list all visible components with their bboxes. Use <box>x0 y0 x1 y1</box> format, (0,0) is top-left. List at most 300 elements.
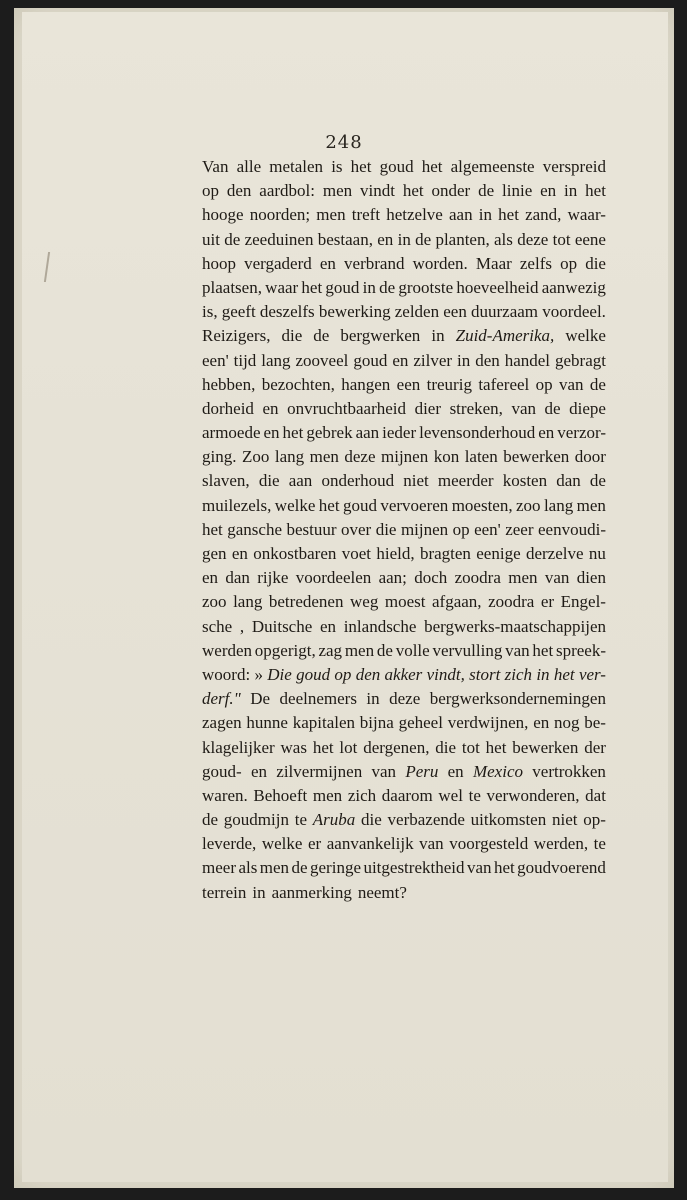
word: de <box>376 640 393 660</box>
word: dat <box>585 785 606 805</box>
word: lang <box>261 350 291 370</box>
word: armoede <box>202 423 261 443</box>
text-line <box>202 615 606 639</box>
word: in <box>431 326 445 346</box>
word: goud <box>353 350 388 370</box>
word: ieder <box>382 423 417 443</box>
word: gansche <box>227 519 283 539</box>
word: grootste <box>398 277 454 297</box>
word: verbrand <box>344 253 405 273</box>
word: muilezels, <box>202 495 272 515</box>
word: de <box>589 374 606 394</box>
word: en <box>202 568 219 588</box>
word: Zuid-Amerika, <box>455 326 555 346</box>
word: goud <box>379 157 414 176</box>
word: vertrokken <box>532 761 606 781</box>
word: de <box>202 810 219 830</box>
word: en <box>533 713 550 733</box>
word: een' <box>202 350 229 370</box>
word: te <box>294 810 307 830</box>
word: waar- <box>567 205 606 225</box>
word: Van <box>202 157 229 176</box>
word: metalen <box>269 157 324 176</box>
word: zagen <box>202 713 242 733</box>
word: en <box>392 350 409 370</box>
word: het <box>312 737 334 757</box>
word: derzelve <box>525 544 584 563</box>
word: bergwerken <box>340 326 421 346</box>
word: De <box>250 689 271 709</box>
margin-mark <box>44 252 56 282</box>
word: zeer <box>505 519 534 539</box>
word: geeft <box>221 302 256 322</box>
word: voet <box>341 544 371 563</box>
word: in <box>397 229 411 249</box>
word: noorden; <box>249 205 311 225</box>
word: en <box>447 761 464 781</box>
word: Duitsche <box>251 616 313 636</box>
word: de <box>415 229 432 249</box>
word: vervulling <box>432 640 503 660</box>
word: vervoeren <box>380 495 449 515</box>
word: verwonderen, <box>486 785 580 805</box>
word: men <box>322 181 353 201</box>
word: bergwerks-maatschappijen <box>424 616 606 636</box>
word: der <box>584 737 606 757</box>
word: onder <box>431 181 471 201</box>
word: welke <box>261 834 303 854</box>
word: men <box>309 447 339 467</box>
word: men <box>316 205 346 225</box>
word: goud <box>296 664 331 684</box>
word: geheel <box>398 713 443 733</box>
word: het <box>202 519 223 539</box>
word: zich <box>347 785 377 805</box>
word: Aruba <box>312 810 356 830</box>
word: hetzelve <box>386 205 443 225</box>
word: goud- <box>202 761 242 781</box>
text-line <box>202 687 606 711</box>
word: zoodra <box>488 592 535 612</box>
word: op <box>452 519 470 539</box>
word: welke <box>274 495 316 515</box>
word: niet <box>403 471 429 491</box>
word: dorheid <box>202 398 254 418</box>
word: en <box>262 398 279 418</box>
word: en <box>319 616 337 636</box>
word: betredenen <box>268 592 344 612</box>
word: wel <box>438 785 463 805</box>
text-line <box>202 518 606 542</box>
word: worden. <box>412 253 468 273</box>
word: is <box>331 157 343 176</box>
word: vindt, <box>426 664 465 684</box>
word: te <box>468 785 481 805</box>
word: op <box>535 374 553 394</box>
word: het <box>301 277 323 297</box>
word: van <box>466 858 492 878</box>
word: kosten <box>502 471 548 491</box>
word: treft <box>351 205 381 225</box>
word: hoeveelheid <box>456 277 539 297</box>
word: aan <box>449 205 473 225</box>
word: vergaderd <box>244 253 312 273</box>
word: waren. <box>202 785 248 805</box>
word: bestaan, <box>317 229 373 249</box>
word: die <box>281 326 303 346</box>
word: eene <box>574 229 606 249</box>
word: tafereel <box>478 374 530 394</box>
word: werden, <box>533 834 589 854</box>
word: in <box>457 350 471 370</box>
word: deze <box>389 689 421 709</box>
word: zeeduinen <box>244 229 314 249</box>
word: weg <box>350 592 379 612</box>
word: en <box>263 423 280 443</box>
text-line <box>202 397 606 421</box>
word: die <box>435 737 457 757</box>
word: slaven, <box>202 471 250 491</box>
word: spreek- <box>555 640 606 660</box>
text-line <box>202 252 606 276</box>
word: aan <box>355 423 380 443</box>
word: van <box>505 640 530 660</box>
page-number: 248 <box>325 132 363 153</box>
word: deze <box>344 447 376 467</box>
text-line <box>202 203 606 227</box>
text-line <box>202 856 606 880</box>
word: men <box>576 495 606 515</box>
word: Die <box>267 664 292 684</box>
word: moest <box>384 592 426 612</box>
word: moesten, <box>451 495 513 515</box>
word: aanmerking <box>271 882 352 902</box>
word: aanwezig <box>541 277 606 297</box>
text-line <box>202 736 606 760</box>
word: hoop <box>202 253 236 273</box>
word: dan <box>225 568 250 588</box>
word: die <box>258 471 280 491</box>
word: de <box>379 277 396 297</box>
word: treurig <box>426 374 472 394</box>
word: mijnen <box>381 447 429 467</box>
word: goudmijn <box>223 810 289 830</box>
word: rijke <box>257 568 289 588</box>
word: Engel- <box>560 592 606 612</box>
word: uit <box>202 229 220 249</box>
text-line <box>202 469 606 493</box>
word: hield, <box>376 544 415 563</box>
word: uitgestrektheid <box>363 858 465 878</box>
word: door <box>574 447 606 467</box>
word: het <box>498 205 519 225</box>
word: vindt <box>360 181 395 201</box>
word: algemeenste <box>450 157 535 176</box>
text-line <box>202 566 606 590</box>
word: verdwijnen, <box>447 713 529 733</box>
word: zich <box>504 664 533 684</box>
word: het <box>282 423 304 443</box>
word: eenige <box>476 544 521 563</box>
word: dan <box>556 471 581 491</box>
word: hebben, <box>202 374 256 394</box>
text-line <box>202 663 606 687</box>
word: ver- <box>578 664 606 684</box>
word: lang <box>233 592 263 612</box>
word: bewerken <box>512 737 579 757</box>
word: een <box>396 374 421 394</box>
word: afgaan, <box>432 592 482 612</box>
word: verbazende <box>387 810 465 830</box>
word: er <box>540 592 555 612</box>
word: welke <box>565 326 606 346</box>
word: » <box>254 664 263 684</box>
word: be- <box>584 713 606 733</box>
word: aan; <box>378 568 407 588</box>
word: Behoeft <box>253 785 308 805</box>
text-line <box>202 300 606 324</box>
word: van <box>371 761 397 781</box>
word: akker <box>384 664 423 684</box>
word: inlandsche <box>343 616 417 636</box>
word: over <box>341 519 372 539</box>
word: lang <box>543 495 574 515</box>
word: in <box>536 664 550 684</box>
word: goudvoerend <box>517 858 606 878</box>
word: woord: <box>202 664 251 684</box>
word: en <box>377 229 394 249</box>
word: aanvankelijk <box>326 834 414 854</box>
word: Peru <box>405 761 439 781</box>
text-line <box>202 276 606 300</box>
word: en <box>250 761 267 781</box>
word: uitkomsten <box>470 810 547 830</box>
word: de <box>544 398 561 418</box>
word: er <box>307 834 322 854</box>
word: bijna <box>359 713 394 733</box>
word: lot <box>339 737 358 757</box>
word: op <box>202 181 219 201</box>
text-line <box>202 590 606 614</box>
word: in <box>478 205 492 225</box>
text-line <box>202 228 606 252</box>
text-line <box>202 373 606 397</box>
word: van <box>558 374 584 394</box>
text-line <box>202 711 606 735</box>
word: bragten <box>419 544 471 563</box>
word: Reizigers, <box>202 326 271 346</box>
word: goud <box>325 277 360 297</box>
word: hangen <box>341 374 391 394</box>
word: dergenen, <box>363 737 430 757</box>
word: gebragt <box>555 350 606 370</box>
word: nog <box>554 713 580 733</box>
word: van <box>511 398 536 418</box>
word: in <box>252 882 266 902</box>
word: een' <box>474 519 501 539</box>
word: geringe <box>310 858 361 878</box>
word: onvruchtbaarheid <box>287 398 407 418</box>
text-line <box>202 784 606 808</box>
word: en <box>319 253 336 273</box>
word: in <box>564 181 578 201</box>
word: het <box>493 858 515 878</box>
text-line <box>202 808 606 832</box>
text-line <box>202 155 606 179</box>
word: , <box>239 616 245 636</box>
word: te <box>593 834 606 854</box>
word: duurzaam <box>471 302 539 322</box>
word: als <box>494 229 513 249</box>
word: op <box>334 664 352 684</box>
word: men <box>508 568 538 588</box>
word: Zoo <box>241 447 270 467</box>
text-line <box>202 324 606 348</box>
word: deelnemers <box>279 689 357 709</box>
text-line <box>202 542 606 566</box>
word: zilvermijnen <box>276 761 363 781</box>
word: de <box>313 326 330 346</box>
word: de <box>224 229 241 249</box>
word: voordeelen <box>295 568 372 588</box>
word: laten <box>464 447 498 467</box>
word: bestuur <box>286 519 337 539</box>
word: op <box>560 253 578 273</box>
word: van <box>419 834 444 854</box>
word: neemt? <box>357 882 407 902</box>
word: doch <box>414 568 448 588</box>
word: meer <box>202 858 236 878</box>
word: derf." <box>202 689 241 709</box>
word: bergwerksondernemingen <box>429 689 606 709</box>
word: zoo <box>516 495 541 515</box>
word: lang <box>274 447 305 467</box>
word: men <box>344 640 375 660</box>
word: als <box>238 858 258 878</box>
word: het <box>350 157 372 176</box>
word: waar <box>265 277 299 297</box>
word: en <box>538 423 555 443</box>
body-text <box>202 155 606 905</box>
word: volle <box>395 640 430 660</box>
word: bewerken <box>503 447 570 467</box>
word: het <box>402 181 424 201</box>
word: op- <box>583 810 606 830</box>
text-line <box>202 349 606 373</box>
word: dier <box>414 398 442 418</box>
word: handel <box>504 350 551 370</box>
word: alle <box>236 157 262 176</box>
word: ging. <box>202 447 237 467</box>
word: planten, <box>435 229 490 249</box>
word: de <box>478 181 495 201</box>
word: leverde, <box>202 834 257 854</box>
word: hooge <box>202 205 244 225</box>
word: in <box>362 277 376 297</box>
text-line <box>202 832 606 856</box>
word: linie <box>502 181 533 201</box>
word: streken, <box>449 398 503 418</box>
word: het <box>585 181 606 201</box>
word: het <box>532 640 554 660</box>
word: goud <box>342 495 377 515</box>
word: de <box>291 858 308 878</box>
word: aan <box>288 471 313 491</box>
word: bezochten, <box>261 374 335 394</box>
word: de <box>589 471 606 491</box>
text-line <box>202 421 606 445</box>
word: tot <box>461 737 480 757</box>
word: terrein <box>202 882 247 902</box>
word: die <box>361 810 382 830</box>
word: voordeel. <box>542 302 606 322</box>
word: zag <box>318 640 343 660</box>
word: opgerigt, <box>254 640 316 660</box>
word: stort <box>469 664 501 684</box>
word: mijnen <box>400 519 449 539</box>
word: deze <box>517 229 549 249</box>
word: die <box>585 253 606 273</box>
word: zoodra <box>454 568 501 588</box>
word: zelden <box>394 302 440 322</box>
word: van <box>544 568 570 588</box>
word: zand, <box>525 205 562 225</box>
word: levensonderhoud <box>419 423 536 443</box>
word: het <box>553 664 575 684</box>
word: in <box>366 689 380 709</box>
word: zooveel <box>295 350 349 370</box>
word: nu <box>588 544 606 563</box>
word: sche <box>202 616 233 636</box>
word: deszelfs <box>259 302 315 322</box>
word: zelfs <box>519 253 552 273</box>
word: gen <box>202 544 227 563</box>
word: die <box>375 519 397 539</box>
word: Mexico <box>472 761 523 781</box>
word: hunne <box>246 713 288 733</box>
text-line <box>202 881 606 905</box>
word: kapitalen <box>292 713 356 733</box>
word: zilver <box>413 350 453 370</box>
word: onderhoud <box>321 471 395 491</box>
word: zoo <box>202 592 227 612</box>
word: plaatsen, <box>202 277 262 297</box>
text-line <box>202 179 606 203</box>
word: verspreid <box>542 157 606 176</box>
word: eenvoudi- <box>538 519 606 539</box>
word: was <box>280 737 307 757</box>
word: tijd <box>233 350 257 370</box>
word: men <box>259 858 290 878</box>
word: den <box>355 664 381 684</box>
word: niet <box>551 810 578 830</box>
text-line <box>202 760 606 784</box>
word: klagelijker <box>202 737 275 757</box>
word: voorgesteld <box>449 834 529 854</box>
text-line <box>202 494 606 518</box>
word: en <box>540 181 557 201</box>
word: en <box>231 544 248 563</box>
word: meerder <box>437 471 494 491</box>
word: daarom <box>381 785 433 805</box>
word: bewerking <box>318 302 391 322</box>
word: onkostbaren <box>253 544 337 563</box>
word: den <box>226 181 252 201</box>
word: is, <box>202 302 218 322</box>
word: dien <box>576 568 606 588</box>
word: een <box>443 302 467 322</box>
word: men <box>312 785 343 805</box>
